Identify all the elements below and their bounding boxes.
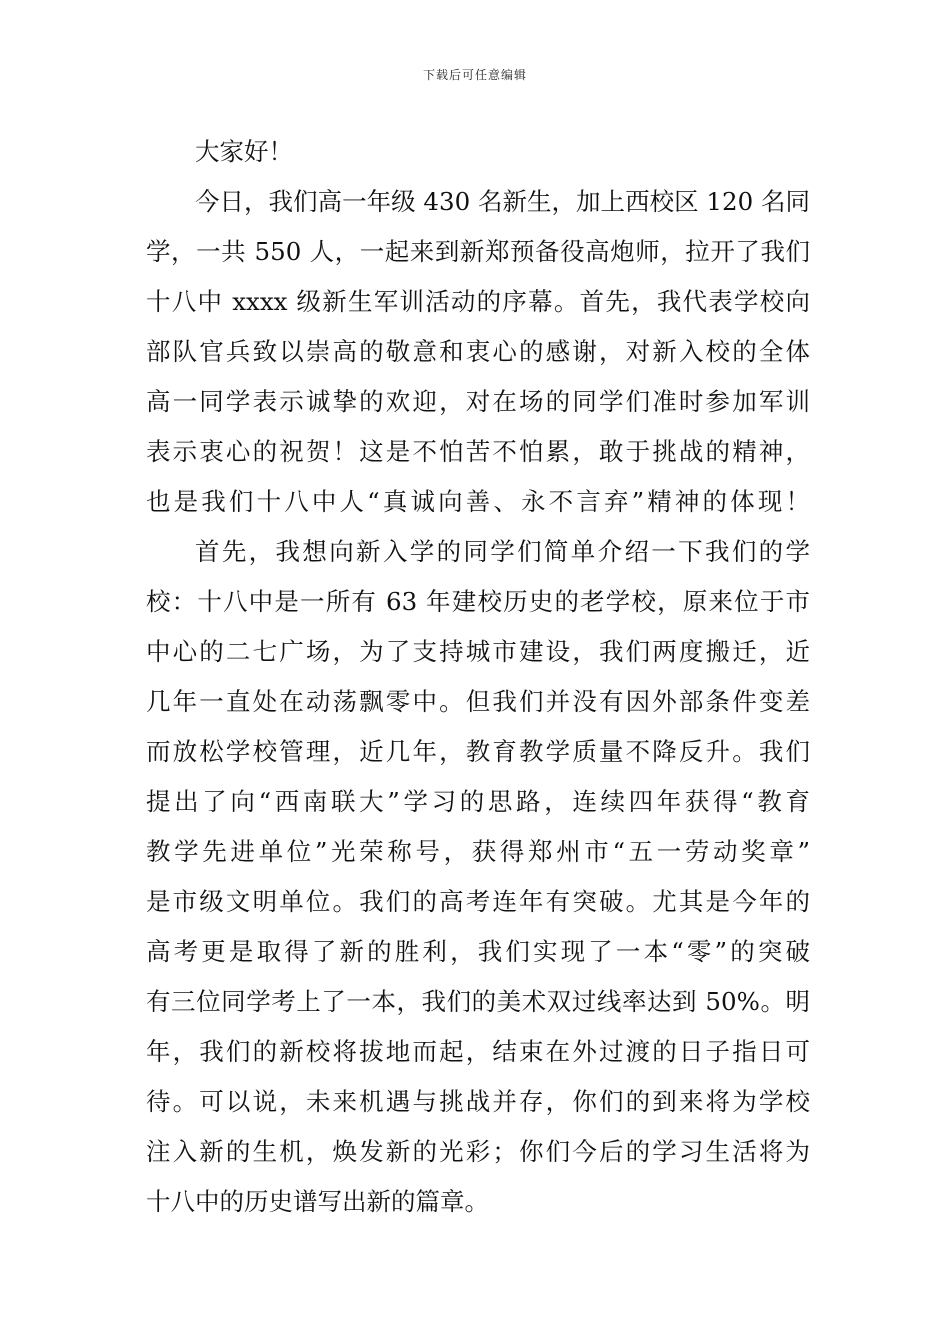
paragraph-line: 几年一直处在动荡飘零中。但我们并没有因外部条件变差	[146, 687, 810, 716]
paragraph-line: 年，我们的新校将拔地而起，结束在外过渡的日子指日可	[146, 1037, 810, 1066]
greeting-line: 大家好！	[195, 137, 293, 166]
document-body	[146, 127, 810, 1227]
paragraph-line: 待。可以说，未来机遇与挑战并存，你们的到来将为学校	[146, 1087, 810, 1116]
paragraph-line: 教学先进单位”光荣称号，获得郑州市“五一劳动奖章”	[146, 837, 810, 866]
paragraph-line: 中心的二七广场，为了支持城市建设，我们两度搬迁，近	[146, 637, 810, 666]
paragraph-line: 而放松学校管理，近几年，教育教学质量不降反升。我们	[146, 737, 810, 766]
paragraph-line: 表示衷心的祝贺！这是不怕苦不怕累，敢于挑战的精神，	[146, 437, 810, 466]
page-header-note: 下载后可任意编辑	[422, 68, 527, 82]
paragraph-line: 部队官兵致以崇高的敬意和衷心的感谢，对新入校的全体	[146, 337, 810, 366]
paragraph-line: 有三位同学考上了一本，我们的美术双过线率达到 50%。明	[146, 987, 810, 1016]
paragraph-line: 十八中的历史谱写出新的篇章。	[146, 1187, 489, 1216]
paragraph-line: 高一同学表示诚挚的欢迎，对在场的同学们准时参加军训	[146, 387, 810, 416]
paragraph-line: 今日，我们高一年级 430 名新生，加上西校区 120 名同	[195, 187, 810, 216]
paragraph-line: 高考更是取得了新的胜利，我们实现了一本“零”的突破	[146, 937, 810, 966]
paragraph-line: 校：十八中是一所有 63 年建校历史的老学校，原来位于市	[146, 587, 810, 616]
paragraph-line: 是市级文明单位。我们的高考连年有突破。尤其是今年的	[146, 887, 810, 916]
paragraph-line: 首先，我想向新入学的同学们简单介绍一下我们的学	[195, 537, 810, 566]
paragraph-line: 也是我们十八中人“真诚向善、永不言弃”精神的体现！	[146, 487, 810, 516]
paragraph-line: 注入新的生机，焕发新的光彩；你们今后的学习生活将为	[146, 1137, 810, 1166]
paragraph-line: 学，一共 550 人，一起来到新郑预备役高炮师，拉开了我们	[146, 237, 810, 266]
paragraph-line: 十八中 xxxx 级新生军训活动的序幕。首先，我代表学校向	[146, 287, 810, 316]
paragraph-line: 提出了向“西南联大”学习的思路，连续四年获得“教育	[146, 787, 810, 816]
